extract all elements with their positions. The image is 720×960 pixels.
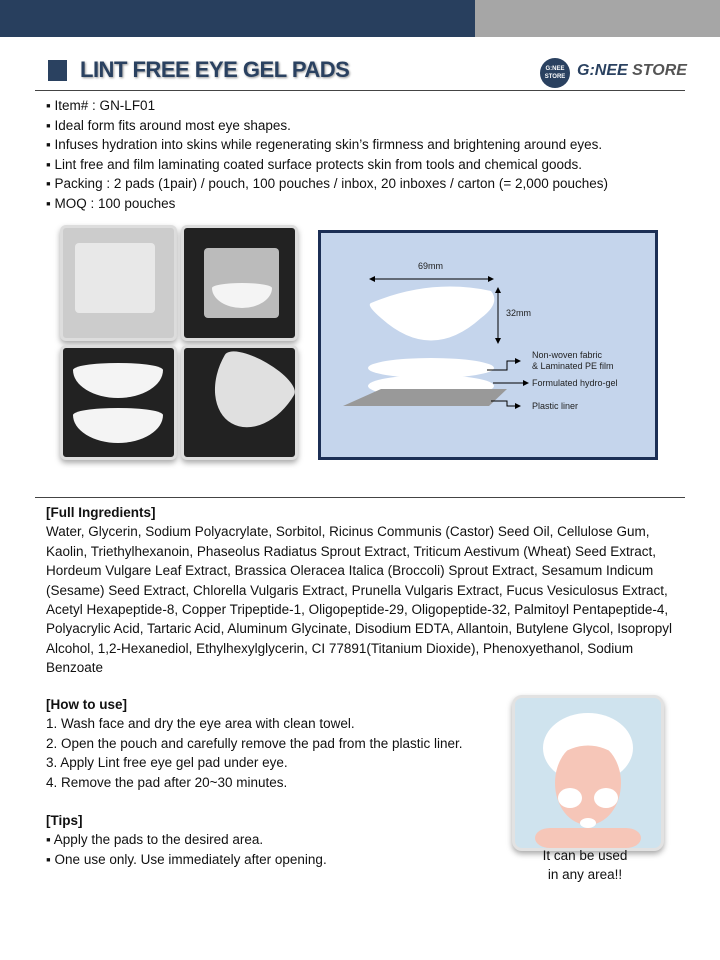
tip-text: Apply the pads to the desired area. — [53, 832, 264, 848]
howto-heading: [How to use] — [46, 697, 127, 712]
face-graphic — [515, 698, 661, 848]
layer-label: Non-woven fabric — [532, 350, 603, 360]
layer-label: Formulated hydro-gel — [532, 378, 618, 388]
tips-heading: [Tips] — [46, 813, 83, 828]
tip-item: ▪ Apply the pads to the desired area. — [46, 832, 264, 848]
photo-pouch-pad — [181, 225, 298, 341]
brand-logo: G:NEE STORE — [540, 58, 570, 88]
list-item: ▪ Lint free and film laminating coated surface protects skin from tools and chemical goods. — [46, 155, 608, 175]
tip-item: ▪ One use only. Use immediately after opening. — [46, 851, 327, 867]
diagram-graphic — [321, 233, 655, 457]
tip-text: One use only. Use immediately after opening. — [54, 851, 327, 867]
brand-suffix: STORE — [627, 62, 687, 79]
ingredients-text: Water, Glycerin, Sodium Polyacrylate, Sorbitol, Ricinus Communis (Castor) Seed Oil, Cellulose Gum, Kaolin, Triethylhexanoin, Phaseolus Radiatus Sprout Extract, Triticum Aestivum (Wheat) Seed Extract, Hordeum Vulgare Leaf Extract, Brassica Oleracea Italica (Broccoli) Sprout Extract, Sesamum Indicum (Sesame) Seed Extract, Chlorella Vulgaris Extract, Prunella Vulgaris Extract, Fucus Vesiculosus Extract, Acetyl Hexapeptide-8, Copper Tripeptide-1, Oligopeptide-29, Oligopeptide-32, Palmitoyl Pentapeptide-4, Polyacrylic Acid, Tartaric Acid, Aluminum Glycinate, Disodium EDTA, Allantoin, Butylene Glycol, Isopropyl Alcohol, 1,2-Hexanediol, Ethylhexylglycerin, CI 77891(Titanium Dioxide), Phenoxyethanol, Sodium Benzoate — [46, 524, 673, 676]
howto-step: 4. Remove the pad after 20~30 minutes. — [46, 774, 288, 790]
howto-step: 2. Open the pouch and carefully remove the pad from the plastic liner. — [46, 735, 463, 751]
header-bar-gray — [475, 0, 720, 37]
list-item: ▪ Ideal form fits around most eye shapes. — [46, 116, 608, 136]
divider — [35, 497, 685, 498]
ingredients-heading: [Full Ingredients] — [46, 505, 156, 520]
ingredients-section — [46, 503, 686, 678]
photo-pouches — [60, 225, 177, 341]
header-bar-navy — [0, 0, 475, 37]
page-title: LINT FREE EYE GEL PADS — [80, 57, 350, 82]
layer-label: & Laminated PE film — [532, 361, 614, 371]
height-label: 32mm — [506, 308, 532, 318]
list-item: ▪ MOQ : 100 pouches — [46, 194, 608, 214]
howto-step: 1. Wash face and dry the eye area with clean towel. — [46, 716, 355, 732]
photo-pads — [60, 345, 177, 461]
layer-label: Plastic liner — [532, 401, 579, 411]
howto-step: 3. Apply Lint free eye gel pad under eye. — [46, 755, 288, 771]
product-photos — [60, 225, 298, 460]
brand-prefix: G:NEE — [577, 62, 628, 79]
feature-list — [46, 96, 608, 213]
brand-name — [577, 62, 687, 80]
photo-peel — [181, 345, 298, 461]
face-illustration — [512, 695, 664, 851]
divider — [35, 90, 685, 91]
caption-line: It can be used — [542, 848, 628, 863]
face-caption — [512, 846, 658, 884]
width-label: 69mm — [418, 261, 444, 271]
list-item: ▪ Item# : GN-LF01 — [46, 96, 608, 116]
list-item: ▪ Packing : 2 pads (1pair) / pouch, 100 pouches / inbox, 20 inboxes / carton (= 2,000 pouches) — [46, 174, 608, 194]
title-square-icon — [48, 60, 67, 81]
pad-structure-diagram — [318, 230, 658, 460]
list-item: ▪ Infuses hydration into skins while regenerating skin’s firmness and brightening around eyes. — [46, 135, 608, 155]
caption-line: in any area!! — [547, 867, 623, 882]
